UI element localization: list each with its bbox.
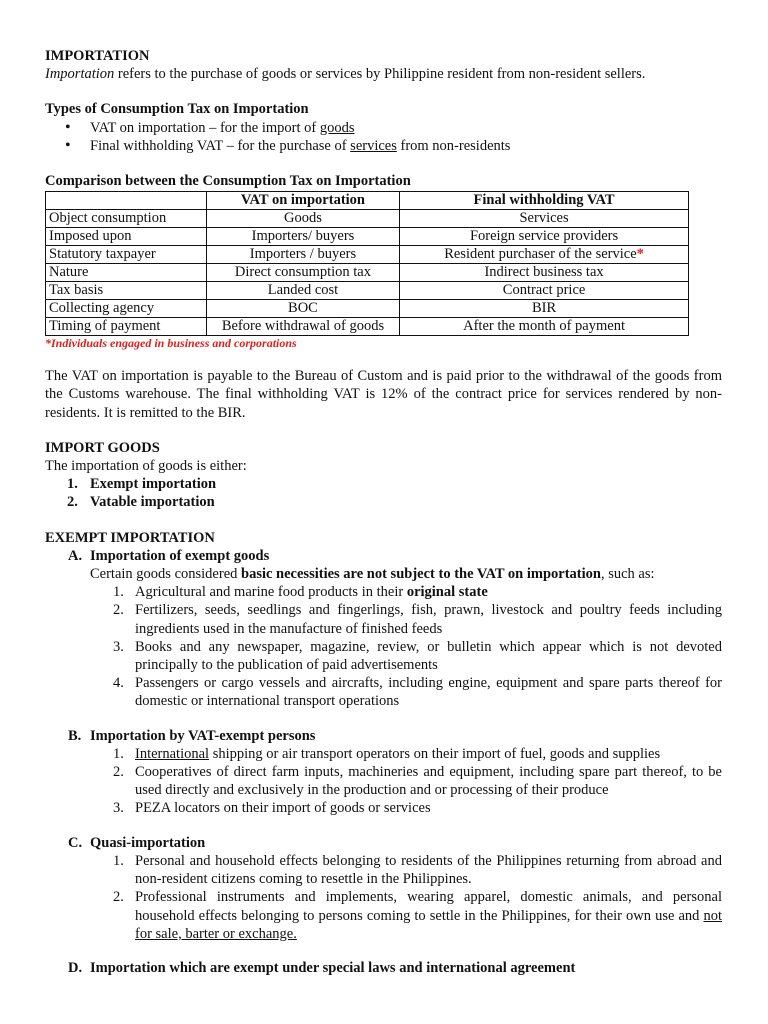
item-text-end: from non-residents: [396, 137, 511, 154]
item-number: 1.: [67, 476, 78, 493]
item-underlined: goods: [319, 119, 355, 136]
list-item: [45, 493, 722, 511]
section-d-title: [45, 959, 722, 977]
list-item: [45, 745, 722, 763]
table-cell: BOC: [206, 300, 399, 318]
table-cell: Goods: [206, 210, 399, 228]
list-item: [45, 763, 722, 799]
section-a-intro: [45, 565, 722, 583]
list-item: [45, 638, 722, 674]
list-item: [45, 583, 722, 601]
table-header-row: [46, 192, 689, 210]
importation-heading: IMPORTATION: [45, 48, 150, 64]
exempt-heading: EXEMPT IMPORTATION: [45, 529, 215, 546]
section-b-list: [45, 745, 722, 818]
section-title: Importation by VAT-exempt persons: [90, 727, 316, 744]
table-cell: Landed cost: [206, 282, 399, 300]
table-cell: Nature: [46, 264, 207, 282]
item-text: Books and any newspaper, magazine, review, or bulletin which appear which is not devoted principally to the publication of paid advertisements: [135, 638, 722, 674]
section-title: Importation which are exempt under special laws and international agreement: [90, 959, 576, 976]
intro-text: Certain goods considered: [90, 566, 242, 583]
list-item: [45, 799, 722, 817]
table-cell: Before withdrawal of goods: [206, 318, 399, 336]
intro-bold: basic necessities are not subject to the VAT on importation: [241, 566, 601, 583]
document-page: [45, 47, 722, 977]
item-number: 2.: [113, 764, 124, 781]
import-goods-intro: The importation of goods is either:: [45, 458, 247, 475]
item-number: 2.: [67, 494, 78, 511]
table-footnote: *Individuals engaged in business and corporations: [45, 336, 297, 351]
item-text: Passengers or cargo vessels and aircrafts, including engine, equipment and spare parts thereof for domestic or international transport operations: [135, 675, 722, 710]
item-number: 1.: [113, 745, 124, 762]
section-title: Importation of exempt goods: [90, 547, 270, 564]
table-cell: Timing of payment: [46, 318, 207, 336]
list-item: [45, 674, 722, 710]
import-goods-heading: IMPORT GOODS: [45, 439, 160, 456]
item-text: Cooperatives of direct farm inputs, machineries and equipment, including spare part thereof, to be used directly and exclusively in the production and or processing of their produce: [135, 764, 722, 799]
table-row: [46, 228, 689, 246]
table-cell: Foreign service providers: [400, 228, 689, 246]
item-text: VAT on importation – for the import of: [90, 119, 320, 136]
table-cell: Direct consumption tax: [206, 264, 399, 282]
table-row: [46, 264, 689, 282]
definition-text: refers to the purchase of goods or services by Philippine resident from non-resident sellers.: [114, 66, 646, 83]
item-text: Final withholding VAT – for the purchase of: [90, 137, 351, 154]
table-row: [46, 210, 689, 228]
table-cell: Importers/ buyers: [206, 228, 399, 246]
list-item: [45, 475, 722, 493]
table-cell: Contract price: [400, 282, 689, 300]
section-c-title: [45, 834, 722, 852]
types-list: [45, 119, 722, 155]
item-text: Agricultural and marine food products in their: [135, 584, 407, 601]
item-number: 2.: [113, 602, 124, 619]
item-underlined: International: [135, 745, 210, 762]
section-title: Quasi-importation: [90, 834, 206, 851]
import-goods-list: [45, 475, 722, 511]
list-item: [45, 601, 722, 637]
comparison-title: Comparison between the Consumption Tax on Importation: [45, 173, 411, 190]
table-cell: After the month of payment: [400, 318, 689, 336]
table-row: [46, 246, 689, 264]
definition-term: Importation: [45, 66, 115, 83]
cell-text: Resident purchaser of the service: [444, 246, 637, 263]
list-item: [45, 137, 722, 155]
table-cell: Services: [400, 210, 689, 228]
comparison-table: [45, 191, 689, 336]
table-header: [46, 192, 207, 210]
item-text: Vatable importation: [90, 494, 215, 511]
section-letter: C.: [68, 834, 83, 851]
section-c-list: [45, 852, 722, 943]
section-a-list: [45, 583, 722, 710]
table-cell: Indirect business tax: [400, 264, 689, 282]
item-number: 4.: [113, 675, 124, 692]
item-text: PEZA locators on their import of goods or services: [135, 800, 431, 817]
types-heading: Types of Consumption Tax on Importation: [45, 101, 309, 118]
item-text: shipping or air transport operators on their import of fuel, goods and supplies: [209, 745, 661, 762]
intro-end: , such as:: [600, 566, 655, 583]
item-number: 3.: [113, 638, 124, 655]
body-paragraph: The VAT on importation is payable to the Bureau of Custom and is paid prior to the withdrawal of the goods from the Customs warehouse. The final withholding VAT is 12% of the contract price for services rendered by non-residents. It is remitted to the BIR.: [45, 368, 722, 421]
section-letter: B.: [68, 727, 82, 744]
table-header: Final withholding VAT: [400, 192, 689, 210]
importation-definition: [45, 65, 722, 83]
list-item: [45, 888, 722, 943]
table-row: [46, 300, 689, 318]
list-item: [45, 119, 722, 137]
section-letter: A.: [68, 547, 83, 564]
item-text: Personal and household effects belonging to residents of the Philippines returning from abroad and non-resident citizens coming to resettle in the Philippines.: [135, 852, 722, 888]
item-underlined: not for sale, barter or exchange.: [135, 907, 722, 942]
table-cell: Tax basis: [46, 282, 207, 300]
asterisk-marker: *: [636, 246, 644, 263]
table-cell: Importers / buyers: [206, 246, 399, 264]
table-row: [46, 318, 689, 336]
item-number: 2.: [113, 889, 124, 906]
item-number: 3.: [113, 800, 124, 817]
item-text: Exempt importation: [90, 476, 217, 493]
item-underlined: services: [350, 137, 397, 154]
item-bold: original state: [406, 584, 488, 601]
table-cell: [400, 246, 689, 264]
list-item: [45, 852, 722, 888]
table-cell: Collecting agency: [46, 300, 207, 318]
table-cell: Object consumption: [46, 210, 207, 228]
item-text: Fertilizers, seeds, seedlings and fingerlings, fish, prawn, livestock and poultry feeds including ingredients used in the manufacture of finished feeds: [135, 602, 722, 637]
table-cell: Imposed upon: [46, 228, 207, 246]
item-number: 1.: [113, 852, 124, 869]
table-header: VAT on importation: [206, 192, 399, 210]
section-a-title: [45, 547, 722, 565]
table-cell: Statutory taxpayer: [46, 246, 207, 264]
table-cell: BIR: [400, 300, 689, 318]
item-number: 1.: [113, 584, 124, 601]
table-row: [46, 282, 689, 300]
section-b-title: [45, 727, 722, 745]
item-text: Professional instruments and implements, wearing apparel, domestic animals, and personal household effects belonging to persons coming to settle in the Philippines, for their own use and: [135, 889, 722, 924]
section-letter: D.: [68, 959, 83, 976]
